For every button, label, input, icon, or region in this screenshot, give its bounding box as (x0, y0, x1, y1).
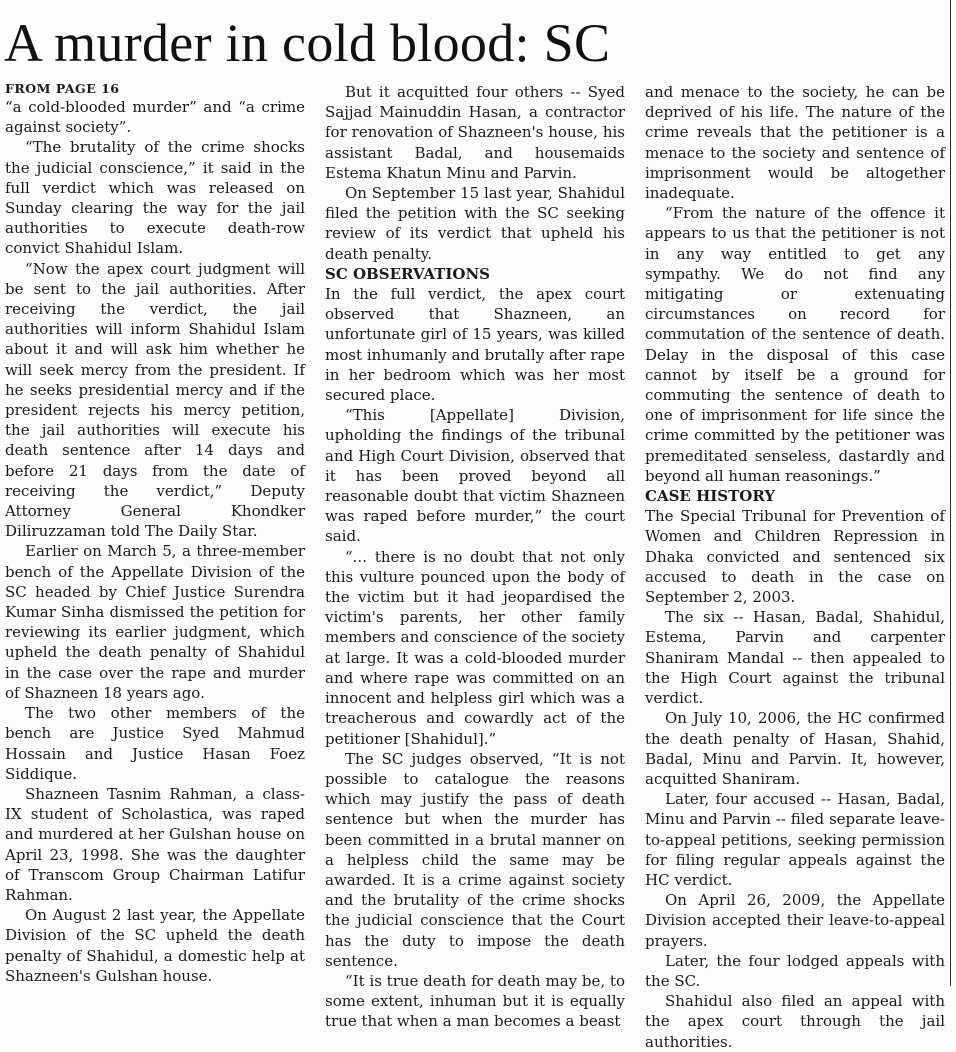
paragraph: The two other members of the bench are Justice Syed Mahmud Hossain and Justice Hasan Foez Siddique. (5, 704, 305, 783)
jump-line: FROM PAGE 16 (5, 81, 120, 96)
paragraph: “This [Appellate] Division, upholding the findings of the tribunal and High Court Division, observed that it has been proved beyond all reasonable doubt that victim Shazneen was raped before murder,” the court said. (325, 406, 625, 546)
paragraph: Later, four accused -- Hasan, Badal, Minu and Parvin -- filed separate leave-to-appeal petitions, seeking permission for filing regular appeals against the HC verdict. (645, 790, 945, 889)
paragraph: In the full verdict, the apex court observed that Shazneen, an unfortunate girl of 15 years, was killed most inhumanly and brutally after rape in her bedroom which was her most secured place. (325, 285, 625, 405)
paragraph: “The brutality of the crime shocks the judicial conscience,” it said in the full verdict which was released on Sunday clearing the way for the jail authorities to execute death-row convict Shahidul Islam. (5, 138, 305, 258)
paragraph: But it acquitted four others -- Syed Sajjad Mainuddin Hasan, a contractor for renovation of Shazneen's house, his assistant Badal, and housemaids Estema Khatun Minu and Parvin. (325, 83, 625, 182)
paragraph: The six -- Hasan, Badal, Shahidul, Estema, Parvin and carpenter Shaniram Mandal -- then appealed to the High Court against the tribunal verdict. (645, 608, 945, 708)
column-1 (5, 82, 305, 986)
paragraph: On July 10, 2006, the HC confirmed the death penalty of Hasan, Shahid, Badal, Minu and Parvin. It, however, acquitted Shaniram. (645, 709, 945, 788)
paragraph: On August 2 last year, the Appellate Division of the SC upheld the death penalty of Shahidul, a domestic help at Shazneen's Gulshan house. (5, 906, 305, 985)
column-3 (645, 82, 945, 1052)
paragraph: “From the nature of the offence it appears to us that the petitioner is not in any way entitled to get any sympathy. We do not find any mitigating or extenuating circumstances on record for commutation of the sentence of death. Delay in the disposal of this case cannot by itself be a ground for commuting the sentence of death to one of imprisonment for life since the crime committed by the petitioner was premeditated senseless, dastardly and beyond all human reasonings.” (645, 204, 945, 485)
subhead-case-history: CASE HISTORY (645, 487, 776, 506)
paragraph: Earlier on March 5, a three-member bench of the Appellate Division of the SC headed by Chief Justice Surendra Kumar Sinha dismissed the petition for reviewing its earlier judgment, which upheld the death penalty of Shahidul in the case over the rape and murder of Shazneen 18 years ago. (5, 542, 305, 702)
headline: A murder in cold blood: SC (4, 13, 611, 73)
paragraph: The Special Tribunal for Prevention of Women and Children Repression in Dhaka convicted and sentenced six accused to death in the case on September 2, 2003. (645, 507, 945, 607)
paragraph: Later, the four lodged appeals with the SC. (645, 951, 945, 990)
paragraph: The SC judges observed, “It is not possible to catalogue the reasons which may justify the pass of death sentence but when the murder has been committed in a brutal manner on a helpless child the same may be awarded. It is a crime against society and the brutality of the crime shocks the judicial conscience that the Court has the duty to impose the death sentence. (325, 749, 625, 970)
paragraph: and menace to the society, he can be deprived of his life. The nature of the crime reveals that the petitioner is a menace to the society and sentence of imprisonment would be altogether inadequate. (645, 83, 945, 203)
paragraph: On September 15 last year, Shahidul filed the petition with the SC seeking review of its verdict that upheld his death penalty. (325, 184, 625, 263)
paragraph: Shazneen Tasnim Rahman, a class-IX student of Scholastica, was raped and murdered at her Gulshan house on April 23, 1998. She was the daughter of Transcom Group Chairman Latifur Rahman. (5, 784, 305, 904)
paragraph: “Now the apex court judgment will be sent to the jail authorities. After receiving the verdict, the jail authorities will inform Shahidul Islam about it and will ask him whether he will seek mercy from the president. If he seeks presidential mercy and if the president rejects his mercy petition, the jail authorities will execute his death sentence after 14 days and before 21 days from the date of receiving the verdict,” Deputy Attorney General Khondker Diliruzzaman told The Daily Star. (5, 259, 305, 541)
paragraph: “It is true death for death may be, to some extent, inhuman but it is equally true that when a man becomes a beast (325, 971, 625, 1031)
paragraph: Shahidul also filed an appeal with the apex court through the jail authorities. (645, 992, 945, 1051)
paragraph: “... there is no doubt that not only this vulture pounced upon the body of the victim but it had jeopardised the victim's parents, her other family members and conscience of the society at large. It was a cold-blooded murder and where rape was committed on an innocent and helpless girl which was a treacherous and cowardly act of the petitioner [Shahidul].” (325, 547, 625, 748)
column-2 (325, 82, 625, 1032)
paragraph: On April 26, 2009, the Appellate Division accepted their leave-to-appeal prayers. (645, 891, 945, 950)
subhead-sc-observations: SC OBSERVATIONS (325, 264, 491, 283)
column-rule (950, 0, 951, 986)
paragraph: “a cold-blooded murder” and “a crime against society”. (5, 98, 305, 137)
